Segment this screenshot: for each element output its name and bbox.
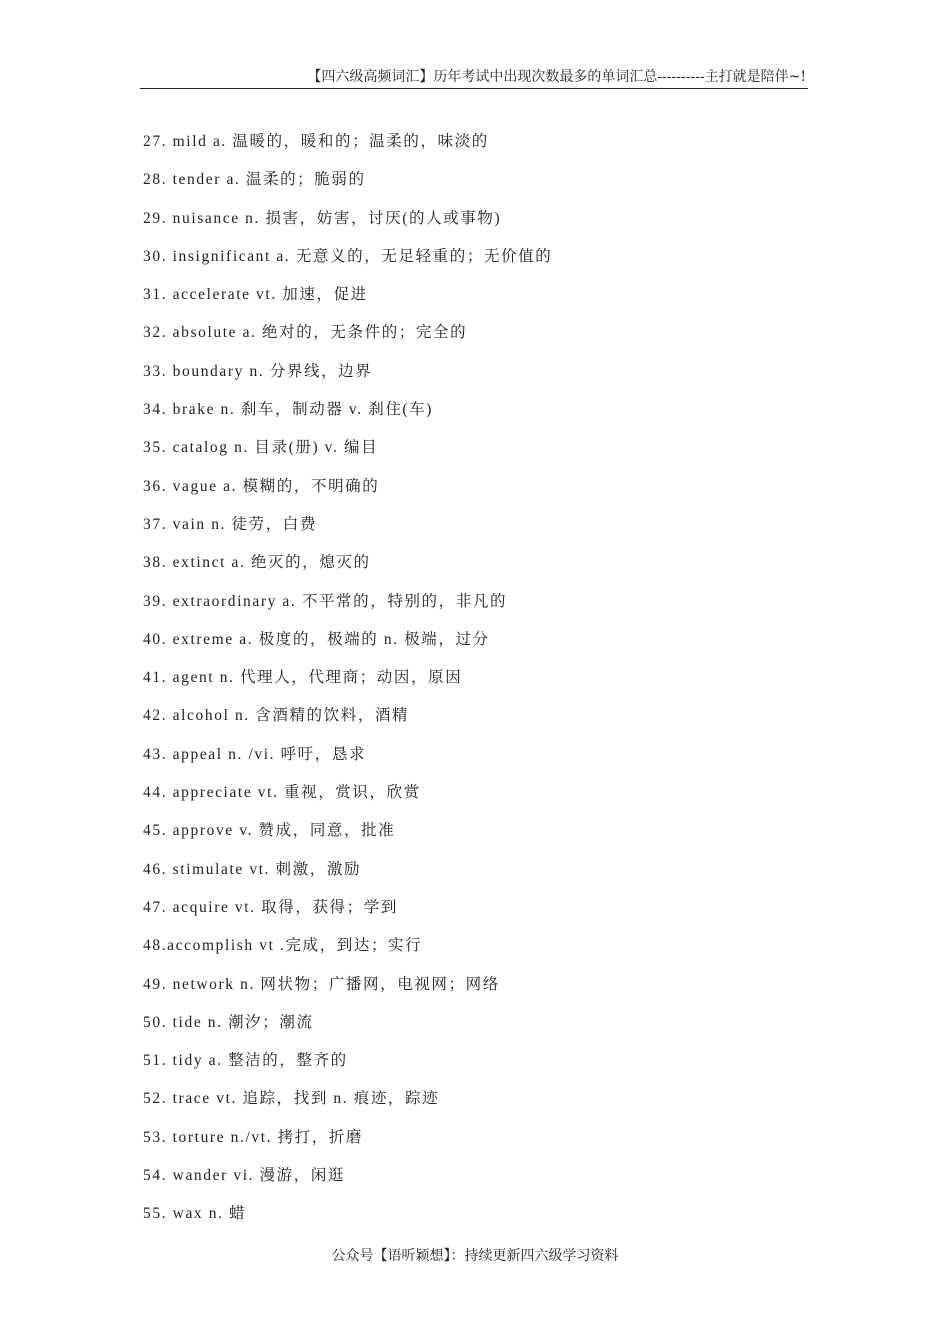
vocab-entry: 51. tidy a. 整洁的，整齐的 — [143, 1052, 348, 1070]
vocab-entry: 53. torture n./vt. 拷打，折磨 — [143, 1128, 364, 1146]
vocab-entry: 46. stimulate vt. 刺激，激励 — [143, 860, 362, 878]
vocab-entry: 35. catalog n. 目录(册) v. 编目 — [143, 439, 379, 457]
page-header — [140, 66, 808, 89]
vocab-entry: 54. wander vi. 漫游，闲逛 — [143, 1167, 346, 1185]
vocab-entry: 39. extraordinary a. 不平常的，特别的，非凡的 — [143, 592, 508, 610]
vocab-entry: 55. wax n. 蜡 — [143, 1205, 247, 1223]
vocab-entry: 40. extreme a. 极度的，极端的 n. 极端，过分 — [143, 630, 490, 648]
vocab-entry: 27. mild a. 温暖的，暖和的；温柔的，味淡的 — [143, 133, 489, 150]
page-footer: 公众号【语听颖想】：持续更新四六级学习资料 — [331, 1248, 619, 1264]
vocab-entry: 36. vague a. 模糊的，不明确的 — [143, 477, 380, 495]
vocab-entry: 41. agent n. 代理人，代理商；动因，原因 — [143, 669, 463, 687]
vocab-entry: 30. insignificant a. 无意义的，无足轻重的；无价值的 — [143, 247, 553, 265]
vocab-entry: 32. absolute a. 绝对的，无条件的；完全的 — [143, 324, 468, 342]
vocab-entry: 43. appeal n. /vi. 呼吁，恳求 — [143, 745, 367, 763]
vocab-entry: 50. tide n. 潮汐；潮流 — [143, 1013, 314, 1031]
vocab-entry: 29. nuisance n. 损害，妨害，讨厌(的人或事物) — [143, 209, 502, 227]
vocabulary-list — [143, 131, 803, 1242]
vocab-entry: 38. extinct a. 绝灭的，熄灭的 — [143, 554, 371, 572]
vocab-entry: 44. appreciate vt. 重视，赏识，欣赏 — [143, 784, 421, 802]
vocab-entry: 52. trace vt. 追踪，找到 n. 痕迹，踪迹 — [143, 1090, 440, 1108]
header-title: 【四六级高频词汇】历年考试中出现次数最多的单词汇总----------主打就是陪伴~! — [307, 69, 806, 85]
vocab-entry: 45. approve v. 赞成，同意，批准 — [143, 822, 396, 840]
vocab-entry: 49. network n. 网状物；广播网，电视网；网络 — [143, 975, 500, 993]
vocab-entry: 28. tender a. 温柔的；脆弱的 — [143, 171, 366, 189]
vocab-entry: 37. vain n. 徒劳，白费 — [143, 515, 318, 533]
vocab-entry: 31. accelerate vt. 加速，促进 — [143, 286, 368, 304]
vocab-entry: 34. brake n. 刹车，制动器 v. 刹住(车) — [143, 401, 434, 419]
vocab-entry: 42. alcohol n. 含酒精的饮料，酒精 — [143, 707, 410, 725]
vocab-entry: 33. boundary n. 分界线，边界 — [143, 362, 373, 380]
vocab-entry: 48.accomplish vt .完成，到达；实行 — [143, 937, 423, 955]
vocab-entry: 47. acquire vt. 取得，获得；学到 — [143, 898, 398, 916]
